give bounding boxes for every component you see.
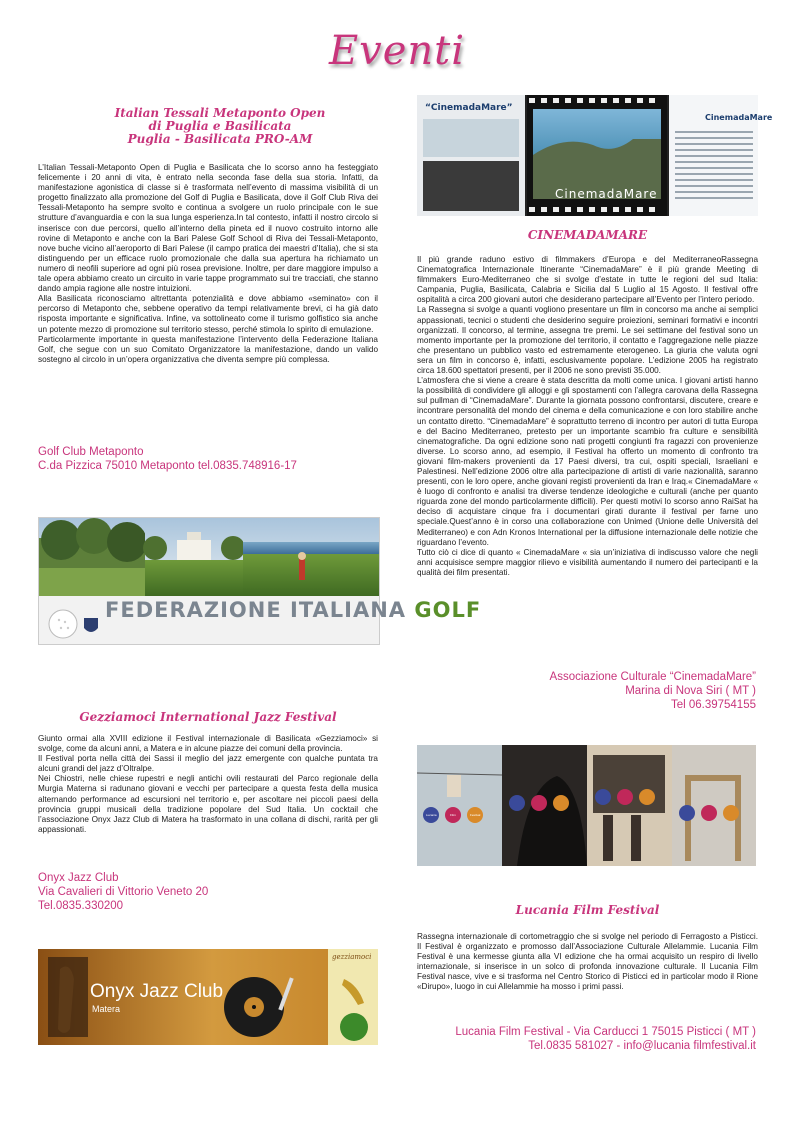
- cinema-contact-address: Marina di Nova Siri ( MT ): [625, 685, 756, 697]
- golf-paragraph: L’Italian Tessali-Metaponto Open di Puglia e Basilicata che lo scorso anno ha festeggiato felicemente i 20 anni di vita, è entrato nella seconda fase della sua storia. Infatti, da manifestazione agonistica di classe si è trasformata nell’evento di massima visibilità di un progetto finalizzato alla promozione del Golf di Puglia e Basilicata, dove il Golf Club Riva dei Tessali-Metaponto ha sempre svolto e continua a svolgere un ruolo principale con le sue strutture d’avanguardia e con la sua lunga esperienza.In tal contesto, infatti il nostro circolo si inserisce con due percorsi, quello all’interno della pineta ed il nuovo costruito intorno alle rovine di Metaponto e anche con la Bari Palese Golf School di Riva dei Tessali-Metaponto, nove buche vicino all’aeroporto di Bari Palese (il campo pratica dei maestri d’Italia), che si sta distinguendo per un efficace ruolo promozionale che dalla sua apertura ha richiamato un numero di neofili superiore ad ogni più rosea previsione. Inoltre, per dare maggiore impulso a tale opera abbiamo creato un circuito in varie tappe programmato sui tre tracciati, che stanno dando ampia ragione alle nostre intuizioni.: [38, 163, 378, 294]
- lucania-circle-label: Lucania: [426, 813, 437, 817]
- jazz-paragraph: Giunto ormai alla XVIII edizione il Festival internazionale di Basilicata «Gezziamoci» si svolge, come da alcuni anni, a Matera e in alcune piazze dei comuni della provincia.: [38, 734, 378, 754]
- golf-federation-banner: [105, 598, 481, 622]
- golf-title-line-1: Italian Tessali Metaponto Open: [114, 106, 326, 120]
- golf-paragraph: Particolarmente importante in questa manifestazione l’intervento della Federazione Italiana Golf, che segue con un suo Comitato Organizzatore la manifestazione, dando un valido sostegno al circolo in un’opera organizzativa che diventa sempre più complessa.: [38, 334, 378, 364]
- golf-photo-collage: [39, 518, 379, 644]
- lucania-banner-image: [417, 745, 756, 866]
- cinema-banner-image: [417, 95, 773, 216]
- cinema-section-title: CINEMADAMARE: [527, 228, 648, 242]
- golf-banner-image: [38, 517, 482, 645]
- golf-banner-word-1: FEDERAZIONE ITALIANA: [105, 598, 415, 622]
- jazz-contact-name: Onyx Jazz Club: [38, 872, 119, 884]
- lucania-paragraph: Rassegna internazionale di cortometraggio che si svolge nel periodo di Ferragosto a Pisticci. Il Festival è organizzato e promosso dall’Associazione Culturale Allelammie. Lucania Film Festival è una kermesse giunta alla VI edizione che ha ormai acquisito un respiro di livello internazionale, si inserisce in un solco di profonda innovazione culturale. Il Lucania Film Festival nasce, vive e si trasforma nel Centro Storico di Pisticci ed in particolar modo il Rione «Dirupo», luogo in cui Allelammie ha mosso i primi passi.: [417, 932, 758, 992]
- jazz-banner-subtitle: Matera: [92, 1004, 121, 1014]
- jazz-banner-side-label: gezziamoci: [332, 953, 372, 961]
- cinema-contact-name: Associazione Culturale “CinemadaMare”: [549, 671, 756, 683]
- lucania-body: [417, 932, 758, 993]
- jazz-contact: [38, 871, 208, 913]
- cinema-body: [417, 255, 758, 578]
- golf-section-title: [60, 107, 380, 146]
- golf-contact-address: C.da Pizzica 75010 Metaponto tel.0835.748916-17: [38, 460, 297, 472]
- cinema-paragraph: La Rassegna si svolge a quanti vogliono presentare un film in concorso ma anche ai semplici appassionati, tecnici o studenti che desiderino seguire proiezioni, seminari formativi e incontri organizzati. Il concorso, al termine, assegna tre premi. Le sei settimane del festival sono un momento importante per la promozione del territorio, il contatto e l’aggregazione nelle piazze che presentano un pubblico vasto ed estremamente eterogeneo. La giuria che valuta ogni sera un film in concorso è, infatti, esclusivamente popolare. L’edizione 2005 ha registrato circa 18.600 spettatori presenti, per il 2006 ne sono previsti 35.000.: [417, 305, 758, 376]
- cinema-contact: [417, 670, 756, 712]
- jazz-section-title: Gezziamoci International Jazz Festival: [79, 710, 337, 724]
- jazz-body: [38, 734, 378, 835]
- cinema-poster-right-title: CinemadaMare: [705, 113, 773, 122]
- lucania-circle-label: Festival: [470, 813, 481, 817]
- golf-title-line-2: di Puglia e Basilicata: [148, 119, 292, 133]
- page-title: Eventi: [328, 28, 466, 74]
- golf-title-line-3: Puglia - Basilicata PRO-AM: [127, 132, 313, 146]
- lucania-circle-label: Film: [450, 813, 456, 817]
- cinema-image-caption: CinemadaMare: [555, 187, 658, 201]
- lucania-contact: [417, 1025, 756, 1053]
- jazz-banner-image: [38, 949, 378, 1045]
- cinema-paragraph: Il più grande raduno estivo di filmmakers d’Europa e del MediterraneoRassegna Cinematografica Internazionale Itinerante “CinemadaMare” è il più grande Meeting di filmmakers Euro-Mediterraneo che si svolge d’estate in tutte le regioni del sud Italia: Campania, Puglia, Basilicata, Calabria e Sicilia dal 5 Luglio al 15 Agosto. Il festival offre ospitalità a circa 200 giovani autori che desiderano partecipare all’Evento per l’intero periodo.: [417, 255, 758, 305]
- cinema-paragraph: Tutto ciò ci dice di quanto « CinemadaMare « sia un’iniziativa di indiscusso valore che negli anni acquisisce sempre maggior rilievo e visibilità aumentando il numero dei partecipanti e la qualità dei film presentati.: [417, 547, 758, 577]
- jazz-contact-address: Via Cavalieri di Vittorio Veneto 20: [38, 886, 209, 898]
- golf-body: [38, 163, 378, 365]
- cinema-paragraph: L’atmosfera che si viene a creare è stata descritta da molti come unica. I giovani artisti hanno la possibilità di condividere gli alloggi e gli spostamenti con l’allegra carovana della Rassegna sul pullman di “CinemadaMare”. Durante la giornata possono confrontarsi, discutere, creare e incontrare personalità del mondo del cinema e della comunicazione e con loro stabilire anche un contatto diretto. “CinemadaMare” è soprattutto terreno di incontro per autori di tutta Europa e del Bacino Mediterraneo, pretesto per un importante scambio fra culture e sensibilità cinematografiche. Da ogni edizione sono nati progetti congiunti fra ragazzi con provenienze diverse. Lo scorso anno, ad esempio, il Festival ha offerto un momento di confronto tra giovani film-makers provenienti da 17 Paesi diversi, tra cui, ospiti speciali, Israeliani e Palestinesi. Nell’edizione 2006 oltre alla partecipazione di artisti di varie nazionalità, saranno presenti, con le loro opere, anche giovani registi provenienti da Iran e Iraq.« CinemadaMare « è luogo di confronto e analisi tra diverse tendenze ideologiche e culturali (anche per quanto riguarda zone del mondo particolarmente difficili). Per questi motivi lo scorso anno RaiSat ha deciso di acquistare cinque fra i documentari girati durante il festival per farne uno speciale.Quest’anno è in corso una collaborazione con Unimed (Unione delle Università del Mediterraneo) e con Adn Kronos International per la diffusione internazionale delle notizie che riguardano l’evento.: [417, 376, 758, 547]
- cinema-contact-phone: Tel 06.39754155: [670, 699, 756, 711]
- golf-contact: [38, 445, 297, 473]
- jazz-banner-title: Onyx Jazz Club: [90, 981, 224, 1002]
- lucania-contact-address: Lucania Film Festival - Via Carducci 1 75015 Pisticci ( MT ): [455, 1026, 756, 1038]
- lucania-contact-phone-email: Tel.0835 581027 - info@lucania filmfestival.it: [528, 1040, 756, 1052]
- golf-banner-word-2: GOLF: [414, 598, 482, 622]
- jazz-paragraph: Il Festival porta nella città dei Sassi il meglio del jazz emergente con qualche puntata tra alcuni grandi del jazz d’Oltralpe.: [38, 754, 378, 774]
- cinema-poster-left-title: “CinemadaMare”: [425, 103, 513, 113]
- golf-contact-name: Golf Club Metaponto: [38, 446, 144, 458]
- jazz-paragraph: Nei Chiostri, nelle chiese rupestri e negli antichi ovili restaurati del Parco regionale della Murgia Materna si radunano giovani e vecchi per partecipare a questa festa della musica alternando performance ad escursioni nel territorio e, per ascoltare nei piccoli paesi della provincia gruppi musicali della tradizione popolare del Sud Italia. Un cocktail che l’associazione Onyx Jazz Club di Matera ha trasformato in una collana di dischi, rarità per gli appassionati.: [38, 774, 378, 834]
- golf-paragraph: Alla Basilicata riconosciamo altrettanta potenzialità e dove abbiamo «seminato» con il percorso di Metaponto che, sebbene operativo da tempi relativamente brevi, ci ha già dato risposta importante e significativa. Infine, va sottolineato come il turismo golfistico sia anche un potente mezzo di promozione sul territorio stesso, perché stimola lo spirito di emulazione.: [38, 294, 378, 334]
- jazz-contact-phone: Tel.0835.330200: [38, 900, 124, 912]
- lucania-banner-art: [417, 745, 756, 866]
- lucania-section-title: Lucania Film Festival: [515, 903, 660, 917]
